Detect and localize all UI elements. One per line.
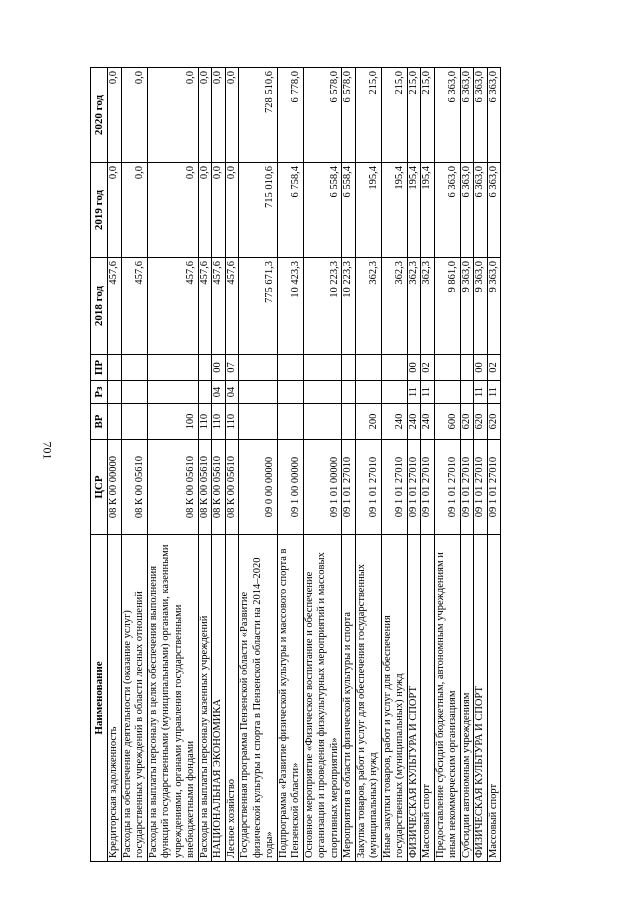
cell-y2018: 9 861,0 — [434, 258, 460, 355]
cell-pr — [355, 355, 381, 381]
cell-y2019: 195,4 — [355, 163, 381, 258]
cell-rz — [108, 381, 122, 404]
table-row — [239, 68, 278, 862]
header-2018: 2018 год — [91, 258, 108, 355]
table-row — [460, 68, 474, 862]
cell-csr: 09 1 01 00000 — [303, 440, 342, 535]
cell-pr: 02 — [487, 355, 501, 381]
cell-rz: 11 — [474, 381, 488, 404]
cell-vr — [303, 404, 342, 440]
table-row — [355, 68, 381, 862]
cell-vr: 110 — [198, 404, 212, 440]
cell-rz — [303, 381, 342, 404]
cell-y2018: 9 363,0 — [474, 258, 488, 355]
cell-csr: 09 1 01 27010 — [381, 440, 407, 535]
cell-y2020: 6 363,0 — [474, 68, 488, 163]
page-number: 701 — [40, 441, 55, 460]
cell-y2018: 9 363,0 — [460, 258, 474, 355]
cell-vr: 200 — [355, 404, 381, 440]
table-row — [474, 68, 488, 862]
cell-y2020: 215,0 — [355, 68, 381, 163]
cell-name: Мероприятия в области физической культуры и спорта — [342, 535, 356, 862]
table-row — [147, 68, 198, 862]
cell-y2018: 9 363,0 — [487, 258, 501, 355]
cell-y2019: 6 363,0 — [434, 163, 460, 258]
cell-pr: 00 — [212, 355, 226, 381]
cell-rz — [342, 381, 356, 404]
table-header-row — [91, 68, 108, 862]
cell-pr: 07 — [225, 355, 239, 381]
cell-vr: 240 — [407, 404, 421, 440]
cell-name: Подпрограмма «Развитие физической культуры и массового спорта в Пензенской области» — [277, 535, 303, 862]
header-rz: Рз — [91, 381, 108, 404]
cell-pr — [277, 355, 303, 381]
budget-table — [90, 67, 501, 862]
table-row — [487, 68, 501, 862]
cell-csr: 09 1 01 27010 — [474, 440, 488, 535]
cell-name: Кредиторская задолженность — [108, 535, 122, 862]
cell-rz: 04 — [225, 381, 239, 404]
cell-vr: 110 — [225, 404, 239, 440]
cell-rz — [434, 381, 460, 404]
cell-vr — [277, 404, 303, 440]
cell-y2018: 362,3 — [421, 258, 435, 355]
cell-vr: 110 — [212, 404, 226, 440]
cell-y2018: 10 423,3 — [277, 258, 303, 355]
cell-y2020: 215,0 — [407, 68, 421, 163]
cell-csr: 08 К 00 00000 — [108, 440, 122, 535]
cell-rz: 11 — [421, 381, 435, 404]
cell-y2018: 362,3 — [355, 258, 381, 355]
cell-rz — [381, 381, 407, 404]
cell-name: НАЦИОНАЛЬНАЯ ЭКОНОМИКА — [212, 535, 226, 862]
rotated-table-frame — [90, 68, 556, 862]
cell-csr: 09 1 01 27010 — [407, 440, 421, 535]
cell-pr — [239, 355, 278, 381]
table-row — [108, 68, 122, 862]
cell-rz: 11 — [487, 381, 501, 404]
cell-y2018: 457,6 — [147, 258, 198, 355]
table-body — [108, 68, 501, 862]
cell-pr — [108, 355, 122, 381]
cell-rz — [121, 381, 147, 404]
cell-vr: 620 — [487, 404, 501, 440]
cell-csr: 08 К 00 05610 — [225, 440, 239, 535]
cell-pr: 02 — [421, 355, 435, 381]
header-2020: 2020 год — [91, 68, 108, 163]
cell-csr: 09 1 00 00000 — [277, 440, 303, 535]
cell-y2018: 457,6 — [108, 258, 122, 355]
table-row — [212, 68, 226, 862]
cell-name: ФИЗИЧЕСКАЯ КУЛЬТУРА И СПОРТ — [474, 535, 488, 862]
cell-name: Расходы на выплаты персоналу в целях обеспечения выполнения функций государственными (муниципальными) органами, казенными учреждениями, органами управления государственными внебюджетными фондами — [147, 535, 198, 862]
cell-y2019: 6 363,0 — [487, 163, 501, 258]
cell-y2018: 457,6 — [212, 258, 226, 355]
header-2019: 2019 год — [91, 163, 108, 258]
cell-rz — [460, 381, 474, 404]
cell-y2018: 457,6 — [121, 258, 147, 355]
cell-y2020: 6 778,0 — [277, 68, 303, 163]
cell-y2019: 715 010,6 — [239, 163, 278, 258]
cell-vr: 100 — [147, 404, 198, 440]
cell-pr — [342, 355, 356, 381]
cell-pr — [434, 355, 460, 381]
cell-name: Закупка товаров, работ и услуг для обеспечения государственных (муниципальных) нужд — [355, 535, 381, 862]
cell-csr: 08 К 00 05610 — [198, 440, 212, 535]
cell-y2019: 6 558,4 — [303, 163, 342, 258]
header-csr: ЦСР — [91, 440, 108, 535]
table-row — [225, 68, 239, 862]
cell-vr: 620 — [460, 404, 474, 440]
cell-vr: 240 — [381, 404, 407, 440]
cell-vr — [239, 404, 278, 440]
cell-name: Расходы на выплаты персоналу казенных учреждений — [198, 535, 212, 862]
cell-csr: 08 К 00 05610 — [121, 440, 147, 535]
cell-name: Субсидии автономным учреждениям — [460, 535, 474, 862]
cell-pr — [147, 355, 198, 381]
table-row — [198, 68, 212, 862]
cell-y2019: 0,0 — [198, 163, 212, 258]
cell-y2019: 6 363,0 — [474, 163, 488, 258]
cell-rz — [239, 381, 278, 404]
cell-csr: 09 1 01 27010 — [355, 440, 381, 535]
cell-vr — [121, 404, 147, 440]
cell-y2020: 6 363,0 — [434, 68, 460, 163]
cell-vr: 600 — [434, 404, 460, 440]
cell-rz — [198, 381, 212, 404]
cell-y2020: 0,0 — [121, 68, 147, 163]
cell-y2018: 362,3 — [407, 258, 421, 355]
table-row — [121, 68, 147, 862]
cell-y2020: 0,0 — [212, 68, 226, 163]
cell-name: Лесное хозяйство — [225, 535, 239, 862]
cell-y2019: 0,0 — [147, 163, 198, 258]
cell-y2020: 215,0 — [421, 68, 435, 163]
cell-name: ФИЗИЧЕСКАЯ КУЛЬТУРА И СПОРТ — [407, 535, 421, 862]
cell-y2018: 10 223,3 — [342, 258, 356, 355]
cell-y2019: 6 363,0 — [460, 163, 474, 258]
cell-name: Массовый спорт — [487, 535, 501, 862]
cell-csr: 08 К 00 05610 — [147, 440, 198, 535]
header-vr: ВР — [91, 404, 108, 440]
cell-rz: 04 — [212, 381, 226, 404]
table-row — [381, 68, 407, 862]
cell-y2018: 10 223,3 — [303, 258, 342, 355]
cell-y2020: 728 510,6 — [239, 68, 278, 163]
cell-y2020: 6 363,0 — [460, 68, 474, 163]
cell-y2018: 457,6 — [198, 258, 212, 355]
cell-y2020: 0,0 — [198, 68, 212, 163]
cell-csr: 09 1 01 27010 — [421, 440, 435, 535]
table-row — [277, 68, 303, 862]
cell-pr — [198, 355, 212, 381]
cell-csr: 09 1 01 27010 — [460, 440, 474, 535]
cell-y2020: 6 578,0 — [303, 68, 342, 163]
cell-y2020: 0,0 — [225, 68, 239, 163]
cell-pr — [460, 355, 474, 381]
cell-y2020: 0,0 — [147, 68, 198, 163]
cell-vr: 620 — [474, 404, 488, 440]
cell-y2019: 6 558,4 — [342, 163, 356, 258]
cell-y2020: 0,0 — [108, 68, 122, 163]
cell-name: Иные закупки товаров, работ и услуг для обеспечения государственных (муниципальных) нужд — [381, 535, 407, 862]
cell-y2019: 195,4 — [381, 163, 407, 258]
cell-y2018: 362,3 — [381, 258, 407, 355]
cell-vr: 240 — [421, 404, 435, 440]
cell-rz: 11 — [407, 381, 421, 404]
cell-vr — [108, 404, 122, 440]
cell-y2019: 195,4 — [421, 163, 435, 258]
cell-csr: 09 1 01 27010 — [487, 440, 501, 535]
table-row — [421, 68, 435, 862]
cell-y2019: 0,0 — [212, 163, 226, 258]
cell-pr — [303, 355, 342, 381]
cell-csr: 09 0 00 00000 — [239, 440, 278, 535]
cell-y2019: 0,0 — [108, 163, 122, 258]
header-pr: ПР — [91, 355, 108, 381]
cell-y2020: 215,0 — [381, 68, 407, 163]
cell-y2020: 6 578,0 — [342, 68, 356, 163]
cell-name: Предоставление субсидий бюджетным, автономным учреждениям и иным некоммерческим организациям — [434, 535, 460, 862]
cell-csr: 09 1 01 27010 — [342, 440, 356, 535]
table-row — [407, 68, 421, 862]
cell-vr — [342, 404, 356, 440]
cell-rz — [277, 381, 303, 404]
cell-pr: 00 — [474, 355, 488, 381]
budget-table-container — [90, 68, 556, 862]
cell-pr — [121, 355, 147, 381]
cell-pr — [381, 355, 407, 381]
cell-rz — [147, 381, 198, 404]
table-row — [434, 68, 460, 862]
cell-y2019: 0,0 — [121, 163, 147, 258]
cell-name: Массовый спорт — [421, 535, 435, 862]
table-row — [342, 68, 356, 862]
header-name: Наименование — [91, 535, 108, 862]
cell-y2018: 775 671,3 — [239, 258, 278, 355]
cell-name: Основное мероприятие «Физическое воспитание и обеспечение организации и проведения физкультурных мероприятий и массовых спортивных мероприятий» — [303, 535, 342, 862]
cell-name: Расходы на обеспечение деятельности (оказание услуг) государственных учреждений в области лесных отношений — [121, 535, 147, 862]
cell-y2019: 6 758,4 — [277, 163, 303, 258]
cell-y2019: 195,4 — [407, 163, 421, 258]
cell-y2019: 0,0 — [225, 163, 239, 258]
cell-rz — [355, 381, 381, 404]
table-row — [303, 68, 342, 862]
cell-y2020: 6 363,0 — [487, 68, 501, 163]
cell-y2018: 457,6 — [225, 258, 239, 355]
cell-name: Государственная программа Пензенской области «Развитие физической культуры и спорта в Пензенской области на 2014–2020 годы» — [239, 535, 278, 862]
cell-pr: 00 — [407, 355, 421, 381]
cell-csr: 09 1 01 27010 — [434, 440, 460, 535]
cell-csr: 08 К 00 05610 — [212, 440, 226, 535]
